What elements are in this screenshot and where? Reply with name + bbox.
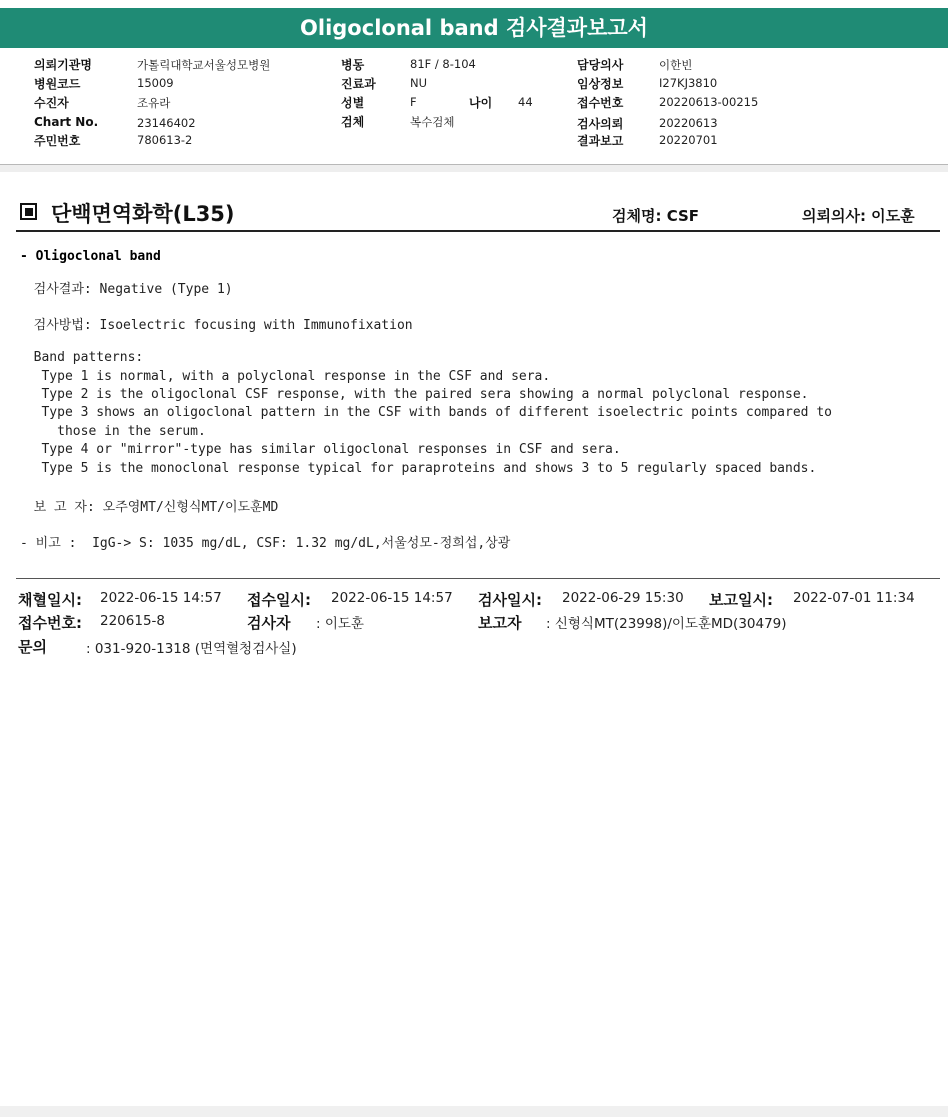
info-label-physician: 담당의사 <box>577 58 624 72</box>
info-value-specimen: 복수검체 <box>410 115 455 129</box>
info-value-resident-no: 780613-2 <box>137 133 193 147</box>
test-date-label: 검사일시: <box>478 591 542 609</box>
info-label-specimen: 검체 <box>341 115 365 129</box>
info-value-sex: F <box>410 95 417 109</box>
info-label-accession-no: 접수번호 <box>577 96 624 110</box>
tester-value: : 이도훈 <box>316 616 364 632</box>
band-pattern-line: Type 4 or "mirror"-type has similar oligoclonal responses in CSF and sera. <box>18 442 621 457</box>
info-label-resident-no: 주민번호 <box>34 134 81 148</box>
info-label-report-date: 결과보고 <box>577 134 624 148</box>
info-value-ward: 81F / 8-104 <box>410 57 476 71</box>
reporters-line: 보 고 자: 오주영MT/신형식MT/이도훈MD <box>18 500 279 515</box>
info-value-institution: 가톨릭대학교서울성모병원 <box>137 58 271 72</box>
info-label-age: 나이 <box>469 96 493 110</box>
reporter-value: : 신형식MT(23998)/이도훈MD(30479) <box>546 616 787 632</box>
section-divider <box>16 230 940 232</box>
collection-label: 채혈일시: <box>18 591 82 609</box>
band-pattern-line: Type 5 is the monoclonal response typical for paraproteins and shows 3 to 5 regularly spaced bands. <box>18 461 817 476</box>
band-pattern-line: Type 2 is the oligoclonal CSF response, with the paired sera showing a normal polyclonal response. <box>18 387 809 402</box>
info-label-clinical-info: 임상정보 <box>577 77 624 91</box>
specimen-name: 검체명: CSF <box>612 207 700 225</box>
inquiry-label: 문의 <box>18 638 47 656</box>
report-date-value: 2022-07-01 11:34 <box>793 590 915 606</box>
info-value-chart-no: 23146402 <box>137 116 196 130</box>
patient-info-panel <box>0 48 948 165</box>
test-result: 검사결과: Negative (Type 1) <box>18 282 233 297</box>
info-value-accession-no: 20220613-00215 <box>659 95 759 109</box>
section-title <box>20 198 235 228</box>
info-value-physician: 이한빈 <box>659 58 693 72</box>
info-label-hospital-code: 병원코드 <box>34 77 81 91</box>
filled-square-icon <box>20 203 37 220</box>
info-value-clinical-info: I27KJ3810 <box>659 76 718 90</box>
report-title-banner <box>0 8 948 48</box>
reporter-label: 보고자 <box>478 614 522 632</box>
info-value-report-date: 20220701 <box>659 133 718 147</box>
collection-value: 2022-06-15 14:57 <box>100 590 222 606</box>
footer-divider <box>16 578 940 579</box>
info-value-department: NU <box>410 76 428 90</box>
band-pattern-line: Type 1 is normal, with a polyclonal response in the CSF and sera. <box>18 369 551 384</box>
info-value-hospital-code: 15009 <box>137 76 174 90</box>
info-label-chart-no: Chart No. <box>34 115 99 129</box>
test-method: 검사방법: Isoelectric focusing with Immunofixation <box>18 318 413 333</box>
test-name: - Oligoclonal band <box>20 249 161 264</box>
band-pattern-line: Type 3 shows an oligoclonal pattern in the CSF with bands of different isoelectric points compared to <box>18 405 832 420</box>
band-patterns-header: Band patterns: <box>18 350 144 365</box>
info-label-department: 진료과 <box>341 77 376 91</box>
info-label-sex: 성별 <box>341 96 365 110</box>
info-value-age: 44 <box>518 95 533 109</box>
info-label-patient: 수진자 <box>34 96 69 110</box>
accession-value: 220615-8 <box>100 613 165 629</box>
info-label-institution: 의뢰기관명 <box>34 58 92 72</box>
requesting-doctor: 의뢰의사: 이도훈 <box>802 207 915 225</box>
remarks-line: - 비고 : IgG-> S: 1035 mg/dL, CSF: 1.32 mg/dL,서울성모-정희섭,상광 <box>20 536 511 551</box>
receipt-label: 접수일시: <box>247 591 311 609</box>
test-date-value: 2022-06-29 15:30 <box>562 590 684 606</box>
report-date-label: 보고일시: <box>709 591 773 609</box>
separator-band <box>0 165 948 172</box>
band-pattern-line: those in the serum. <box>18 424 206 439</box>
accession-label: 접수번호: <box>18 614 82 632</box>
info-value-request-date: 20220613 <box>659 116 718 130</box>
section-title-text: 단백면역화학(L35) <box>51 202 235 226</box>
bottom-band <box>0 1106 948 1117</box>
tester-label: 검사자 <box>247 614 291 632</box>
info-value-patient: 조유라 <box>137 96 171 110</box>
info-label-ward: 병동 <box>341 58 365 72</box>
receipt-value: 2022-06-15 14:57 <box>331 590 453 606</box>
inquiry-value: : 031-920-1318 (면역혈청검사실) <box>86 641 297 657</box>
info-label-request-date: 검사의뢰 <box>577 117 624 131</box>
report-title: Oligoclonal band 검사결과보고서 <box>300 16 648 40</box>
